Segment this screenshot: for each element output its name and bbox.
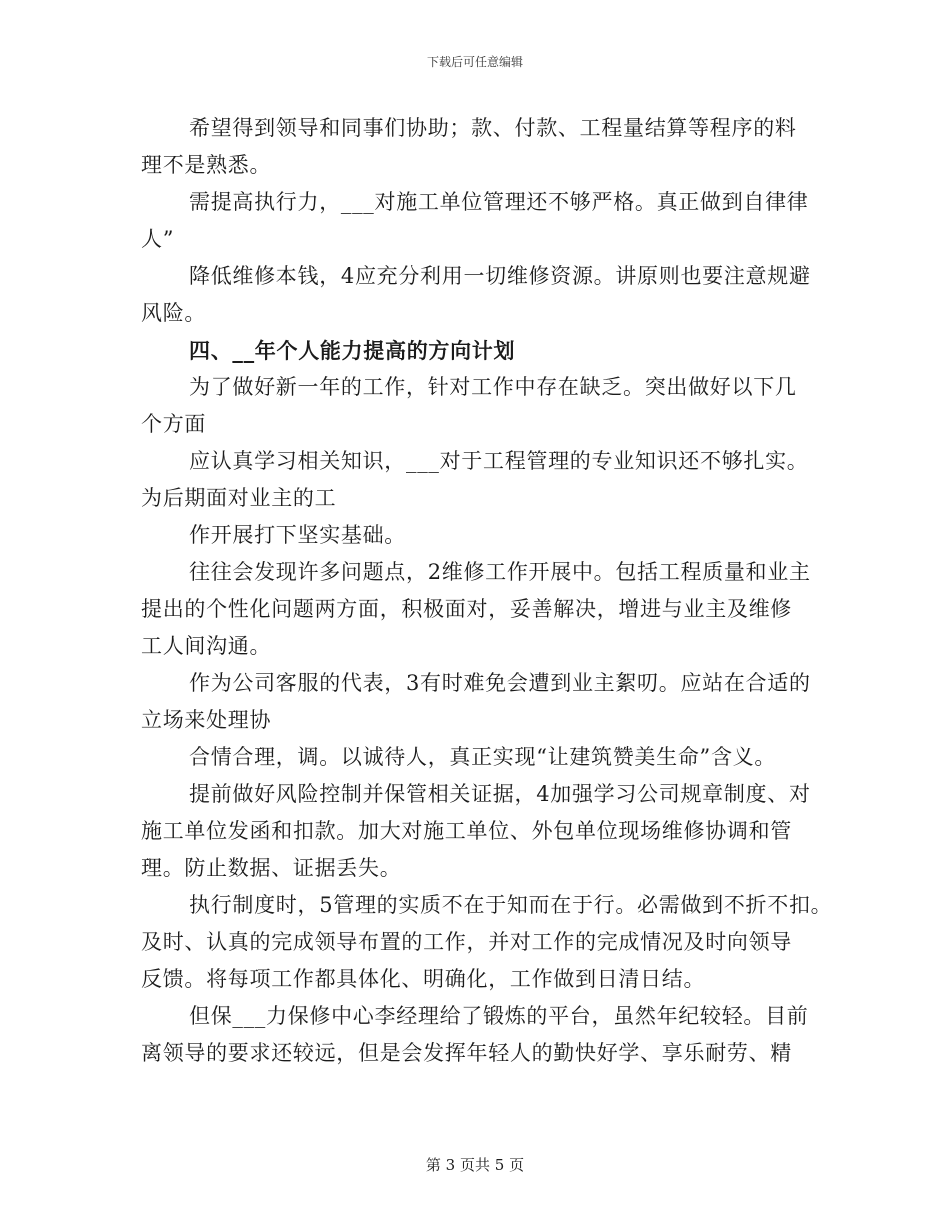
paragraph bbox=[141, 184, 841, 258]
paragraph bbox=[141, 776, 841, 887]
text-line: 提前做好风险控制并保管相关证据，4加强学习公司规章制度、对 bbox=[189, 782, 811, 806]
text-line: 反馈。将每项工作都具体化、明确化，工作做到日清日结。 bbox=[141, 967, 706, 991]
text-line: 合情合理，调。以诚待人，真正实现“让建筑赞美生命”含义。 bbox=[189, 745, 777, 769]
paragraph bbox=[141, 110, 841, 184]
text-line: 工人间沟通。 bbox=[141, 634, 272, 658]
paragraph bbox=[141, 554, 841, 665]
text-line: 为后期面对业主的工 bbox=[141, 486, 337, 510]
paragraph bbox=[141, 369, 841, 443]
text-line: 人” bbox=[141, 227, 175, 251]
text-line: 理不是熟悉。 bbox=[141, 153, 272, 177]
page-number: 第 3 页共 5 页 bbox=[425, 1156, 525, 1174]
text-line: 应认真学习相关知识，___对于工程管理的专业知识还不够扎实。 bbox=[189, 449, 809, 473]
text-line: 执行制度时，5管理的实质不在于知而在于行。必需做到不折不扣。 bbox=[189, 893, 833, 917]
paragraph bbox=[141, 998, 841, 1072]
text-line: 个方面 bbox=[141, 412, 207, 436]
text-line: 希望得到领导和同事们协助；款、付款、工程量结算等程序的料 bbox=[189, 116, 797, 140]
page-header: 下载后可任意编辑 bbox=[426, 55, 523, 69]
text-line: 理。防止数据、证据丢失。 bbox=[141, 856, 402, 880]
text-line: 往往会发现许多问题点，2维修工作开展中。包括工程质量和业主 bbox=[189, 560, 811, 584]
text-line: 立场来处理协 bbox=[141, 708, 272, 732]
text-line: 降低维修本钱，4应充分利用一切维修资源。讲原则也要注意规避 bbox=[189, 264, 811, 288]
text-line: 提出的个性化问题两方面，积极面对，妥善解决，增进与业主及维修 bbox=[141, 597, 792, 621]
section-heading: 四、__年个人能力提高的方向计划 bbox=[189, 338, 516, 363]
text-line: 离领导的要求还较远，但是会发挥年轻人的勤快好学、享乐耐劳、精 bbox=[141, 1041, 792, 1065]
text-line: 为了做好新一年的工作，针对工作中存在缺乏。突出做好以下几 bbox=[189, 375, 797, 399]
text-line: 需提高执行力，___对施工单位管理还不够严格。真正做到自律律 bbox=[189, 190, 809, 214]
paragraph bbox=[141, 887, 841, 998]
text-line: 作为公司客服的代表，3有时难免会遭到业主絮叨。应站在合适的 bbox=[189, 671, 811, 695]
document-body bbox=[141, 110, 841, 1072]
paragraph bbox=[141, 443, 841, 517]
text-line: 施工单位发函和扣款。加大对施工单位、外包单位现场维修协调和管 bbox=[141, 819, 792, 843]
paragraph bbox=[141, 517, 841, 554]
paragraph bbox=[141, 258, 841, 332]
text-line: 但保___力保修中心李经理给了锻炼的平台，虽然年纪较轻。目前 bbox=[189, 1004, 809, 1028]
paragraph bbox=[141, 665, 841, 739]
text-line: 及时、认真的完成领导布置的工作，并对工作的完成情况及时向领导 bbox=[141, 930, 792, 954]
paragraph bbox=[141, 739, 841, 776]
text-line: 风险。 bbox=[141, 301, 207, 325]
text-line: 作开展打下坚实基础。 bbox=[189, 523, 406, 547]
